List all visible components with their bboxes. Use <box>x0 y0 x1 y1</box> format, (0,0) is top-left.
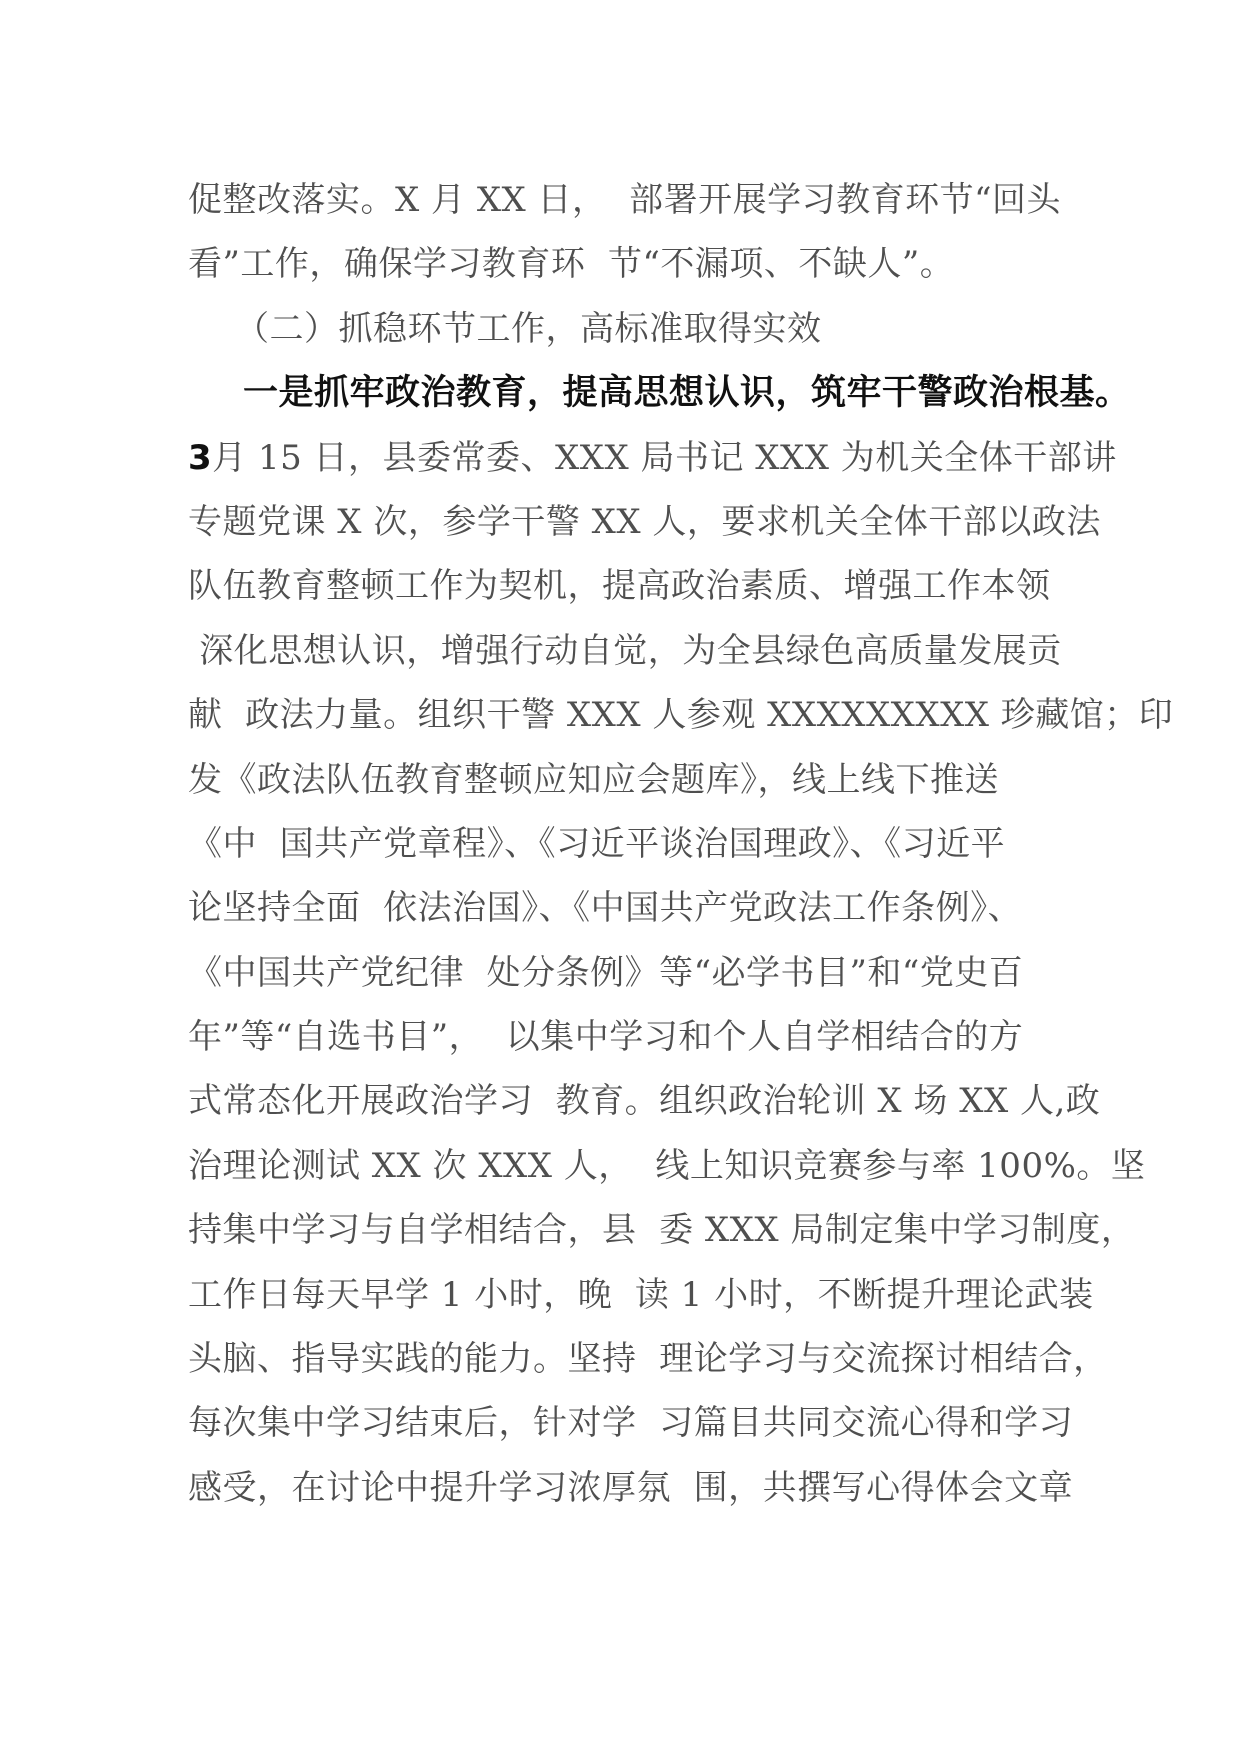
paragraph-line-18: 工作日每天早学 1 小时，晚 读 1 小时，不断提升理论武装 <box>188 1274 1094 1315</box>
paragraph-line-12: 论坚持全面 依法治国》、《中国共产党政法工作条例》、 <box>188 888 1023 929</box>
paragraph-line-19: 头脑、指导实践的能力。坚持 理论学习与交流探讨相结合， <box>188 1339 1108 1380</box>
bold-lead-sentence: 一是抓牢政治教育，提高思想认识，筑牢干警政治根基。 <box>243 373 1131 414</box>
paragraph-line-15: 式常态化开展政治学习 教育。组织政治轮训 X 场 XX 人,政 <box>188 1081 1101 1122</box>
body-text <box>188 168 1174 1520</box>
paragraph-line-2: 看”工作，确保学习教育环 节“不漏项、不缺人”。 <box>188 244 955 285</box>
paragraph-line-1: 促整改落实。X 月 XX 日， 部署开展学习教育环节“回头 <box>188 180 1062 220</box>
paragraph-line-20: 每次集中学习结束后，针对学 习篇目共同交流心得和学习 <box>188 1403 1074 1444</box>
paragraph-line-16: 治理论测试 XX 次 XXX 人， 线上知识竞赛参与率 100%。坚 <box>188 1145 1146 1186</box>
section-heading: （二）抓稳环节工作，高标准取得实效 <box>235 308 822 349</box>
paragraph-line-14: 年”等“自选书目”， 以集中学习和个人自学相结合的方 <box>188 1017 1024 1058</box>
paragraph-line-13: 《中国共产党纪律 处分条例》等“必学书目”和“党史百 <box>188 952 1024 993</box>
paragraph-line-17: 持集中学习与自学相结合，县 委 XXX 局制定集中学习制度， <box>188 1210 1136 1251</box>
paragraph-line-10: 发《政法队伍教育整顿应知应会题库》，线上线下推送 <box>188 759 999 800</box>
paragraph-line-9: 献 政法力量。组织干警 XXX 人参观 XXXXXXXXX 珍藏馆；印 <box>188 695 1174 736</box>
paragraph-line-5-text: 月 15 日，县委常委、XXX 局书记 XXX 为机关全体干部讲 <box>212 437 1117 478</box>
paragraph-line-11: 《中 国共产党章程》、《习近平谈治国理政》、《习近平 <box>188 823 1006 864</box>
paragraph-line-5 <box>188 426 1117 490</box>
paragraph-line-6: 专题党课 X 次，参学干警 XX 人，要求机关全体干部以政法 <box>188 501 1101 542</box>
paragraph-line-7: 队伍教育整顿工作为契机，提高政治素质、增强工作本领 <box>188 566 1051 607</box>
paragraph-line-21: 感受，在讨论中提升学习浓厚氛 围，共撰写心得体会文章 <box>188 1467 1074 1508</box>
paragraph-line-8: 深化思想认识，增强行动自觉，为全县绿色高质量发展贡 <box>188 630 1062 671</box>
lead-number: 3 <box>188 437 213 478</box>
